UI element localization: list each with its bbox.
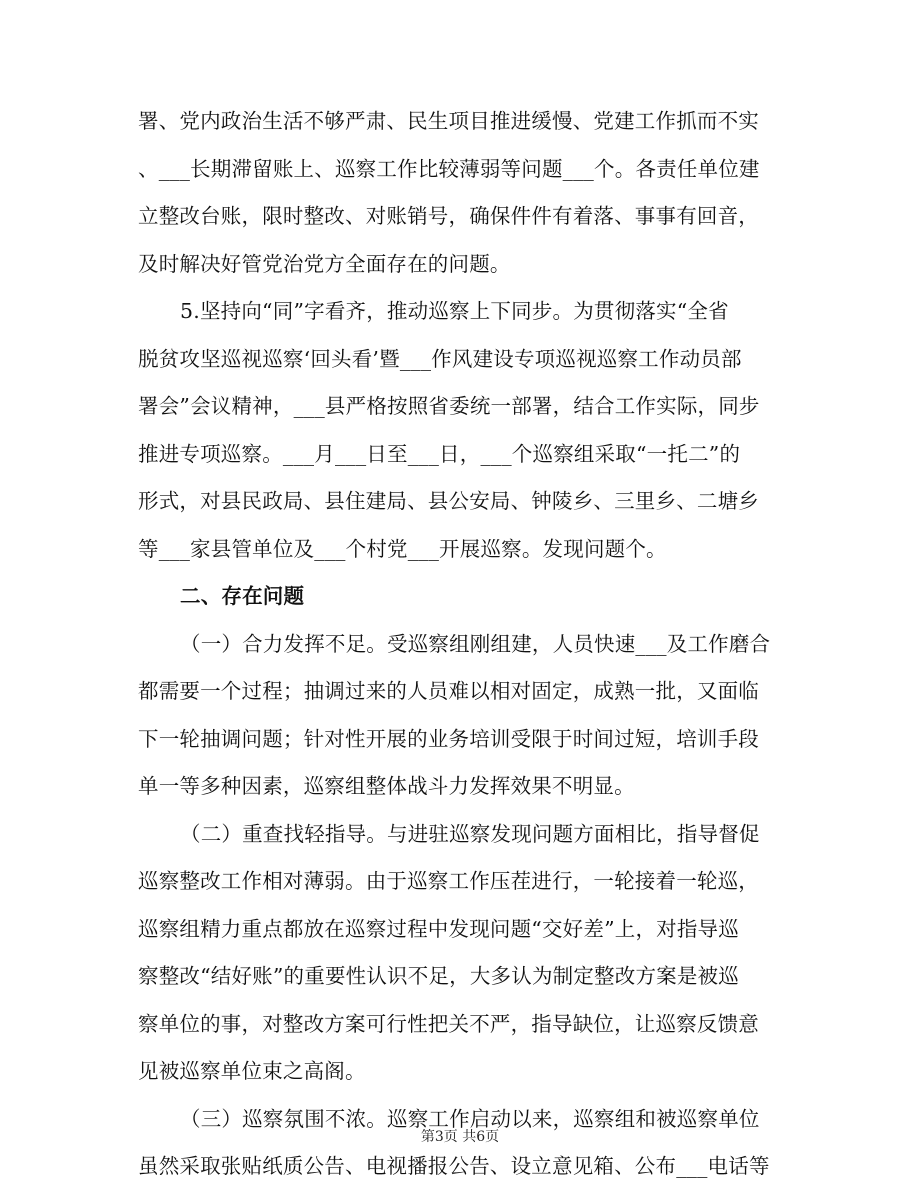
document-body — [138, 98, 786, 1191]
paragraph-line: 巡察组精力重点都放在巡察过程中发现问题“交好差”上，对指导巡 — [138, 916, 739, 941]
paragraph-line: 脱贫攻坚巡视巡察‘回头看’暨___作风建设专项巡视巡察工作动员部 — [138, 346, 742, 371]
paragraph-line: （二）重查找轻指导。与进驻巡察发现问题方面相比，指导督促 — [180, 821, 760, 846]
paragraph-line: 立整改台账，限时整改、对账销号，确保件件有着落、事事有回音， — [138, 204, 759, 228]
paragraph-line: 署、党内政治生活不够严肃、民生项目推进缓慢、党建工作抓而不实 — [138, 109, 759, 133]
paragraph-line: 巡察整改工作相对薄弱。由于巡察工作压茬进行，一轮接着一轮巡， — [138, 869, 759, 893]
paragraph-line: 5.坚持向“同”字看齐，推动巡察上下同步。为贯彻落实“全省 — [180, 299, 729, 323]
paragraph-line: 都需要一个过程；抽调过来的人员难以相对固定，成熟一批，又面临 — [138, 679, 759, 703]
paragraph-line: 察单位的事，对整改方案可行性把关不严，指导缺位，让巡察反馈意 — [138, 1011, 759, 1036]
paragraph-line: 等___家县管单位及___个村党___开展巡察。发现问题个。 — [138, 536, 667, 561]
paragraph-line: 推进专项巡察。___月___日至___日，___个巡察组采取“一托二”的 — [138, 441, 741, 466]
paragraph-line: 单一等多种因素，巡察组整体战斗力发挥效果不明显。 — [138, 774, 635, 798]
paragraph-line: 署会”会议精神，___县严格按照省委统一部署，结合工作实际，同步 — [138, 394, 760, 418]
section-heading: 二、存在问题 — [180, 584, 305, 608]
paragraph-line: （三）巡察氛围不浓。巡察工作启动以来，巡察组和被巡察单位 — [180, 1106, 760, 1131]
paragraph-line: 虽然采取张贴纸质公告、电视播报公告、设立意见箱、公布___电话等 — [138, 1154, 770, 1178]
paragraph-line: 及时解决好管党治党方全面存在的问题。 — [138, 251, 511, 276]
paragraph-line: 见被巡察单位束之高阁。 — [138, 1059, 366, 1083]
paragraph-line: 形式，对县民政局、县住建局、县公安局、钟陵乡、三里乡、二塘乡 — [138, 489, 759, 513]
paragraph-line: 下一轮抽调问题；针对性开展的业务培训受限于时间过短，培训手段 — [138, 726, 759, 751]
paragraph-line: 、___长期滞留账上、巡察工作比较薄弱等问题___个。各责任单位建 — [138, 156, 760, 181]
paragraph-line: （一）合力发挥不足。受巡察组刚组建，人员快速___及工作磨合 — [180, 631, 771, 656]
paragraph-line: 察整改“结好账”的重要性认识不足，大多认为制定整改方案是被巡 — [138, 964, 739, 988]
page-number-footer: 第3页 共6页 — [420, 1129, 500, 1145]
